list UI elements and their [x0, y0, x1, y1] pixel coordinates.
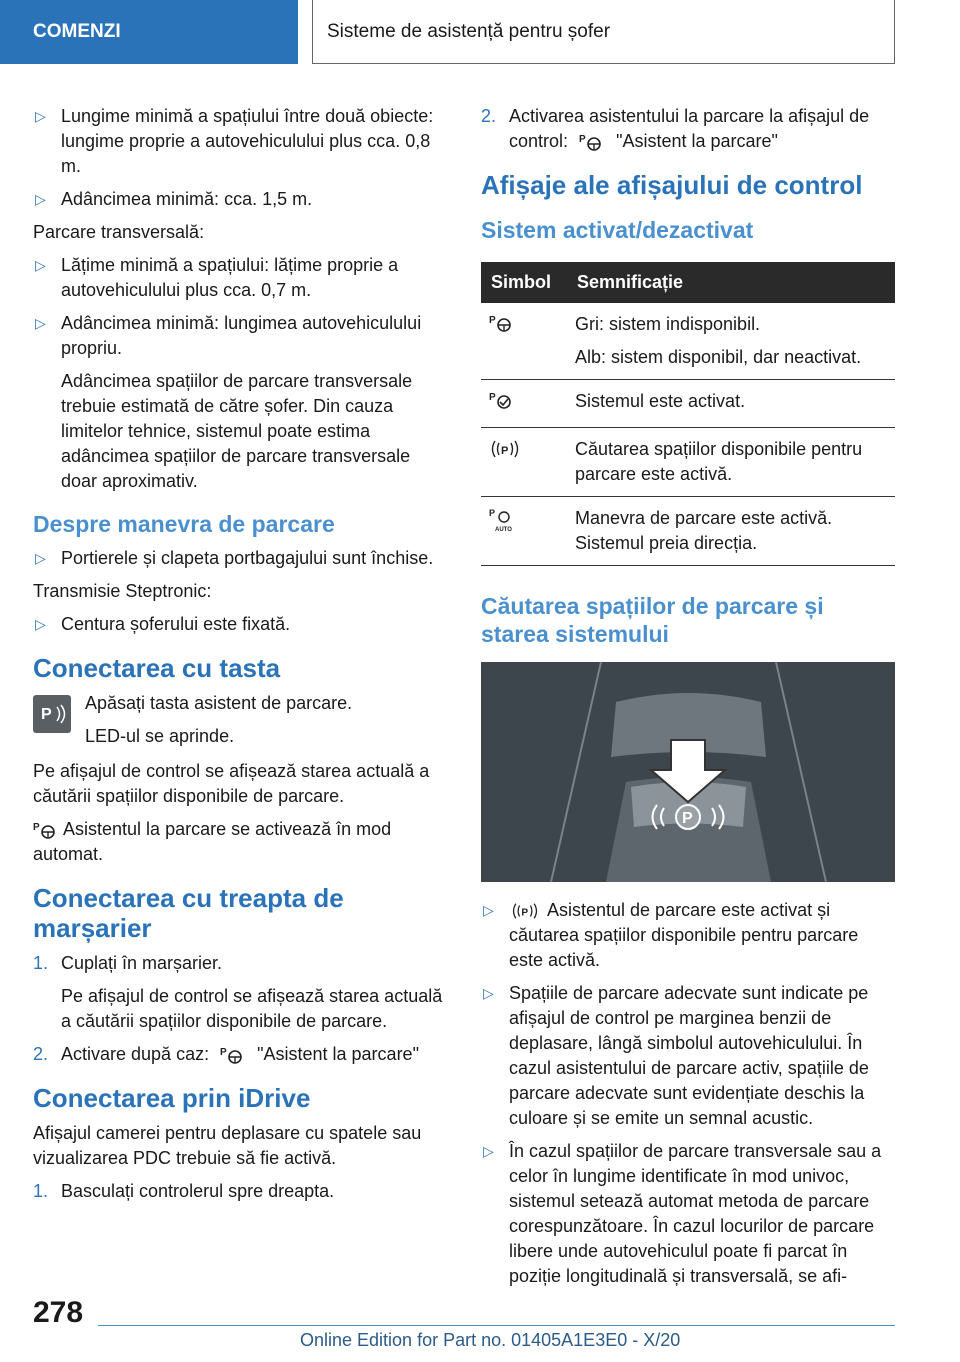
symbol-table [481, 262, 895, 566]
table-row: P Gri: sistem indisponibil. Alb: sistem disponibil, dar neactivat. [481, 303, 895, 380]
table-row: P Căutarea spațiilor disponibile pentru parcare este activă. [481, 428, 895, 497]
table-row: P Sistemul este activat. [481, 380, 895, 428]
list-item: 2. Activare după caz: P "Asistent la parcare" [33, 1042, 447, 1067]
svg-text:P: P [521, 907, 529, 919]
triangle-bullet-icon: ▷ [35, 257, 46, 273]
table-header-cell: Semnificație [567, 262, 895, 303]
list-item: 2. Activarea asistentului la parcare la afișajul de control: P "Asistent la parcare" [481, 104, 895, 154]
park-search-icon [489, 437, 521, 461]
svg-text:P: P [489, 315, 496, 326]
svg-text:P: P [220, 1047, 227, 1059]
left-column [33, 104, 447, 1212]
section-tab: COMENZI [0, 0, 298, 64]
triangle-bullet-icon: ▷ [35, 315, 46, 331]
right-column [481, 104, 895, 1297]
triangle-bullet-icon: ▷ [483, 985, 494, 1001]
park-assist-icon [489, 312, 515, 334]
car-parking-illustration [481, 662, 895, 882]
svg-text:P: P [501, 445, 509, 457]
list-item: ▷ P Asistentul de parcare este activat și căutarea spațiilor disponibile pentru parcare este activă. [483, 900, 859, 970]
list-item: ▷ Centura șoferului este fixată. [33, 612, 447, 637]
triangle-bullet-icon: ▷ [35, 550, 46, 566]
park-assist-icon [579, 131, 605, 153]
parking-display-image [481, 662, 895, 882]
paragraph: Transmisie Steptronic: [33, 581, 212, 601]
triangle-bullet-icon: ▷ [35, 616, 46, 632]
chapter-title: Sisteme de asistență pentru șofer [312, 0, 895, 64]
paragraph: Pe afișajul de control se afișează starea actuală a căutării spațiilor disponibile de parcare. [33, 761, 430, 806]
triangle-bullet-icon: ▷ [35, 191, 46, 207]
list-item: ▷ Adâncimea minimă: lungimea autovehiculului propriu. [35, 313, 422, 358]
park-assist-active-icon [33, 819, 59, 841]
paragraph: Parcare transversală: [33, 222, 205, 242]
list-subtext: Adâncimea spațiilor de parcare transversale trebuie estimată de către șofer. Din cauza limitelor tehnice, sistemul poate estima adâncimea spațiilor de parcare transversale doar aproximativ. [61, 371, 413, 491]
list-item: 1. Cuplați în marșarier. [33, 953, 223, 973]
section-heading: Căutarea spațiilor de parcare și starea sistemului [481, 593, 824, 647]
svg-text:AUTO: AUTO [495, 527, 512, 532]
list-item: 1. Basculați controlerul spre dreapta. [33, 1181, 335, 1201]
button-instruction: P Apăsați tasta asistent de parcare. LED-ul se aprinde. [33, 691, 447, 749]
paragraph: P Asistentul la parcare se activează în mod automat. [33, 819, 392, 864]
park-assist-active-icon [489, 389, 515, 411]
svg-text:P: P [682, 810, 693, 827]
park-auto-icon [489, 506, 519, 532]
paragraph: Afișajul camerei pentru deplasare cu spatele sau vizualizarea PDC trebuie să fie activă. [33, 1123, 422, 1168]
section-heading: Sistem activat/dezactivat [481, 217, 754, 243]
list-item: ▷ Lungime minimă a spațiului între două obiecte: lungime proprie a autovehiculului plus cca. 0,8 m. [35, 106, 434, 176]
svg-text:P: P [33, 822, 40, 834]
table-row: P AUTO Manevra de parcare este activă. Sistemul preia direcția. [481, 497, 895, 566]
park-assist-icon [220, 1044, 246, 1066]
edition-note: Online Edition for Part no. 01405A1E3E0 - X/20 [300, 1330, 681, 1350]
park-search-icon [509, 900, 541, 922]
page-number: 278 [33, 1296, 84, 1329]
list-item: ▷ Lățime minimă a spațiului: lățime proprie a autovehiculului plus cca. 0,7 m. [35, 255, 399, 300]
section-heading: Conectarea cu treapta de marșarier [33, 883, 344, 943]
svg-text:P: P [489, 392, 496, 403]
triangle-bullet-icon: ▷ [483, 1143, 494, 1159]
table-header-cell: Simbol [481, 262, 567, 303]
section-heading: Afișaje ale afișajului de control [481, 170, 863, 200]
footer-divider [98, 1325, 895, 1326]
section-heading: Despre manevra de parcare [33, 511, 335, 537]
list-item: ▷ Adâncimea minimă: cca. 1,5 m. [33, 187, 447, 212]
section-heading: Conectarea prin iDrive [33, 1083, 311, 1113]
triangle-bullet-icon: ▷ [483, 902, 494, 918]
svg-text:P: P [41, 706, 52, 723]
table-header-row [481, 262, 895, 303]
triangle-bullet-icon: ▷ [35, 108, 46, 124]
svg-text:P: P [579, 134, 586, 146]
list-subtext: Pe afișajul de control se afișează starea actuală a căutării spațiilor disponibile de parcare. [61, 986, 443, 1031]
list-item: ▷ Spațiile de parcare adecvate sunt indicate pe afișajul de control pe marginea benzii de deplasare, lângă simbolul autovehiculului. În cazul asistentului de parcare activ, spațiile de parcare adecvate sunt evidențiate deschis la culoare și se emite un semnal acustic. [483, 983, 869, 1128]
park-assist-button-icon [33, 695, 71, 733]
section-heading: Conectarea cu tasta [33, 653, 281, 683]
list-item: ▷ Portierele și clapeta portbagajului sunt închise. [33, 546, 447, 571]
list-item: ▷ În cazul spațiilor de parcare transversale sau a celor în lungime identificate în mod univoc, sistemul setează automat metoda de parcare corespunzătoare. În cazul locurilor de parcare libere unde autovehiculul poate fi parcat în poziție longitudinală și transversală, se afi- [483, 1141, 882, 1286]
svg-text:P: P [489, 508, 496, 518]
